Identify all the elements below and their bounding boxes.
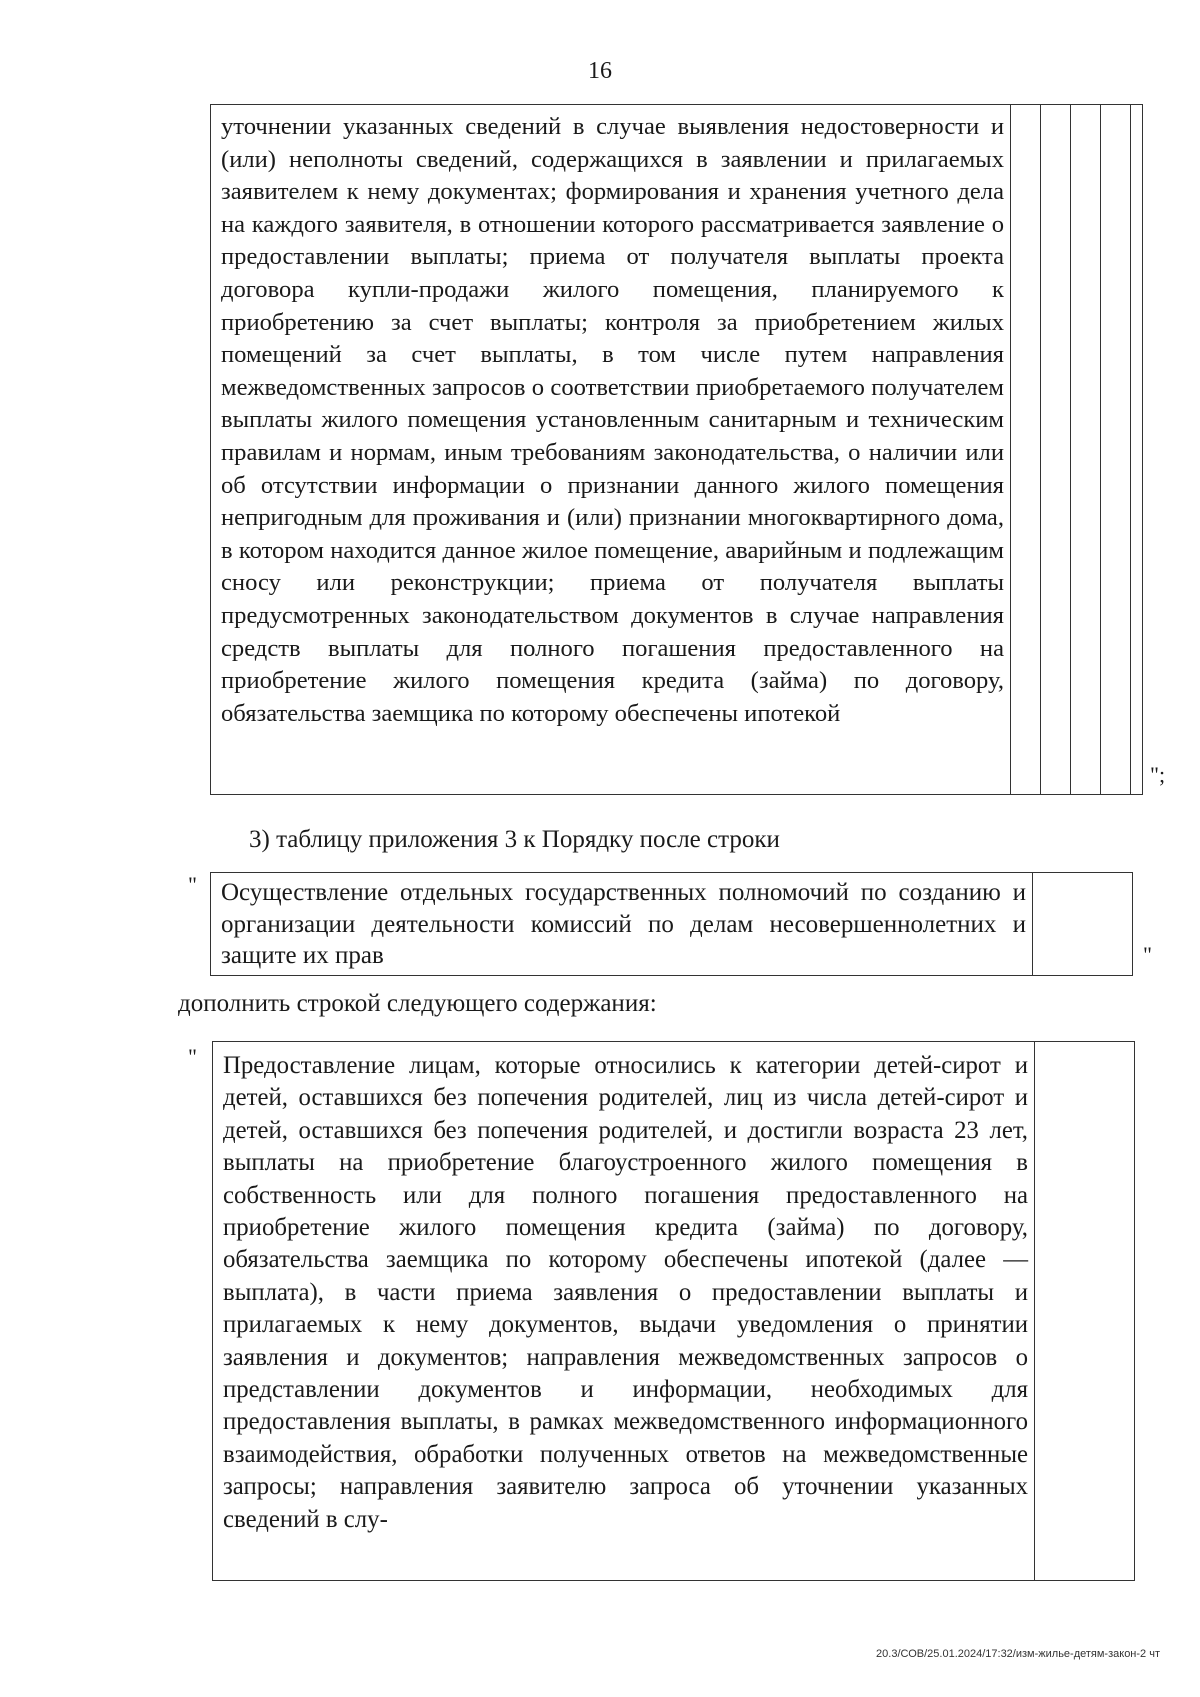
table-text: Осуществление отдельных государственных полномочий по созданию и организации деятельности комиссий по делам несовершеннолетних и защите их прав — [221, 879, 1026, 969]
table-text-cell — [211, 105, 1011, 795]
table-empty-cell — [1035, 1042, 1135, 1581]
opening-quote: " — [188, 1044, 197, 1069]
page-number: 16 — [588, 58, 612, 84]
closing-quote: "; — [1150, 762, 1166, 787]
table-empty-cell — [1071, 105, 1101, 795]
table-text: Предоставление лицам, которые относились к категории детей-сирот и детей, оставшихся без попечения родителей, лиц из числа детей-сирот и детей, оставшихся без попечения родителей, и достигли возраста 23 лет, выплаты на приобретение благоустроенного жилого помещения в собственность или для полного погашения предоставленного на приобретение жилого помещения кредита (займа) по договору, обязательства заемщика по которому обеспечены ипотекой (далее — выплата), в части приема заявления о предоставлении выплаты и прилагаемых к нему документов, выдачи уведомления о принятии заявления и документов; направления межведомственных запросов о представлении документов и информации, необходимых для предоставления выплаты, в рамках межведомственного информационного взаимодействия, обработки полученных ответов на межведомственные запросы; направления заявителю запроса об уточнении указанных сведений в слу- — [223, 1052, 1028, 1533]
table-empty-cell — [1011, 105, 1041, 795]
table-empty-cell — [1041, 105, 1071, 795]
footer-code: 20.3/СОВ/25.01.2024/17:32/изм-жилье-детям-закон-2 чт — [876, 1648, 1160, 1660]
table-text: уточнении указанных сведений в случае выявления недостоверности и (или) неполноты сведений, содержащихся в заявлении и прилагаемых заявителем к нему документах; формирования и хранения учетного дела на каждого заявителя, в отношении которого рассматривается заявление о предоставлении выплаты; приема от получателя выплаты проекта договора купли-продажи жилого помещения, планируемого к приобретению за счет выплаты; контроля за приобретением жилых помещений за счет выплаты, в том числе путем направления межведомственных запросов о соответствии приобретаемого получателем выплаты жилого помещения установленным санитарным и техническим правилам и нормам, иным требованиям законодательства, о наличии или об отсутствии информации о признании данного жилого помещения непригодным для проживания и (или) признании многоквартирного дома, в котором находится данное жилое помещение, аварийным и подлежащим сносу или реконструкции; приема от получателя выплаты предусмотренных законодательством документов в случае направления средств выплаты для полного погашения предоставленного на приобретение жилого помещения кредита (займа) по договору, обязательства заемщика по которому обеспечены ипотекой — [221, 113, 1004, 727]
continued-table — [210, 104, 1143, 795]
table-text-cell — [211, 873, 1033, 976]
table-empty-cell — [1101, 105, 1131, 795]
table-empty-cell — [1131, 105, 1143, 795]
instruction-paragraph: 3) таблицу приложения 3 к Порядку после строки — [249, 826, 780, 853]
new-row-table — [212, 1041, 1135, 1581]
instruction-paragraph-2: дополнить строкой следующего содержания: — [178, 990, 657, 1017]
table-empty-cell — [1033, 873, 1133, 976]
opening-quote: " — [188, 872, 197, 897]
reference-row-table — [210, 872, 1133, 976]
table-text-cell — [213, 1042, 1035, 1581]
closing-quote: " — [1143, 942, 1152, 967]
